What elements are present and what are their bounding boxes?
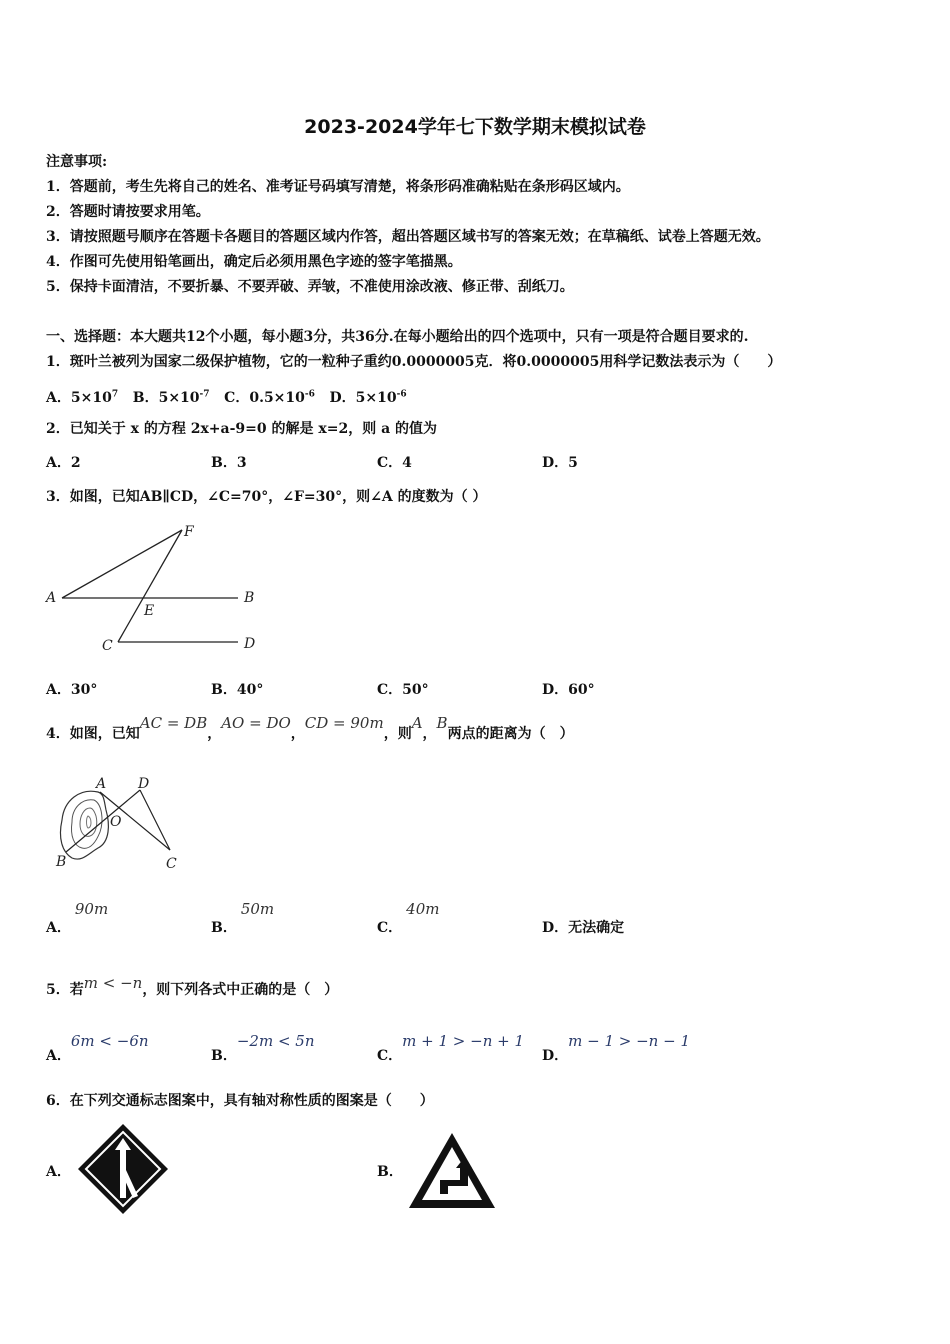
q3-option-a: A．30°	[46, 682, 98, 698]
q4-option-a: A．90m	[46, 900, 109, 936]
q5-option-d: D．m − 1 > −n − 1	[542, 1032, 690, 1064]
q4-comma-1: ，	[207, 726, 222, 742]
label-b: B	[244, 590, 255, 606]
q4-point-a: A	[411, 714, 423, 732]
q1-option-c: C．$0.5\times 10^{-6}$	[224, 389, 315, 406]
q6-sign-a-merge-icon	[76, 1122, 170, 1216]
q5-option-b: B．−2m < 5n	[211, 1032, 315, 1064]
q4-option-c: C．40m	[377, 900, 440, 936]
q1-options	[46, 384, 407, 408]
label-f: F	[184, 524, 194, 540]
q4-mid: ，则	[383, 726, 412, 742]
q3-figure	[40, 518, 270, 658]
q2-option-a: A．2	[46, 455, 81, 471]
q4-prefix: 4．如图，已知	[46, 726, 140, 742]
q4-figure	[44, 772, 194, 877]
pond-contour-2	[80, 808, 97, 836]
q4-option-d: D．无法确定	[542, 920, 625, 936]
label-d: D	[138, 776, 150, 792]
q2-option-c: C．4	[377, 455, 412, 471]
q2-option-d: D．5	[542, 455, 578, 471]
pond-contour-3	[87, 816, 92, 828]
notice-item-1: 1．答题前，考生先将自己的姓名、准考证号码填写清楚，将条形码准确粘贴在条形码区域内。	[46, 179, 630, 195]
line-af	[62, 530, 182, 598]
label-d: D	[244, 636, 256, 652]
q6-stem: 6．在下列交通标志图案中，具有轴对称性质的图案是（ ）	[46, 1093, 434, 1109]
page-title: 2023-2024学年七下数学期末模拟试卷	[304, 116, 646, 138]
notice-item-5: 5．保持卡面清洁，不要折暴、不要弄破、弄皱，不准使用涂改液、修正带、刮纸刀。	[46, 279, 574, 295]
q4-point-b: B	[436, 714, 448, 732]
q4-cond-1: AC = DB	[139, 714, 208, 732]
q6-option-b-label: B．	[377, 1164, 403, 1180]
q4-comma-3: ，	[422, 726, 437, 742]
q4-cond-2: AO = DO	[221, 714, 291, 732]
label-e: E	[144, 603, 155, 619]
label-c: C	[166, 856, 177, 872]
q6-sign-b-reverse-curve-icon	[406, 1130, 498, 1212]
q1-option-a: A．$5\times 10^7$	[46, 389, 119, 406]
q1-option-d: D．$5\times 10^{-6}$	[329, 389, 407, 406]
segment-db	[66, 790, 140, 852]
q4-suffix: 两点的距离为（ ）	[447, 726, 574, 742]
line-fc	[118, 530, 182, 642]
label-a: A	[46, 590, 57, 606]
q2-stem: 2．已知关于 x 的方程 2x+a-9=0 的解是 x=2，则 a 的值为	[46, 421, 438, 437]
q3-option-b: B．40°	[211, 682, 264, 698]
q3-stem: 3．如图，已知AB∥CD，∠C=70°，∠F=30°，则∠A 的度数为（ ）	[46, 489, 487, 505]
label-b: B	[56, 854, 67, 870]
section-heading: 一、选择题：本大题共12个小题，每小题3分，共36分.在每小题给出的四个选项中，只有一项是符合题目要求的.	[46, 329, 749, 345]
q4-option-b: B．50m	[211, 900, 275, 936]
notice-item-3: 3．请按照题号顺序在答题卡各题目的答题区域内作答，超出答题区域书写的答案无效；在草稿纸、试卷上答题无效。	[46, 229, 770, 245]
segment-dc	[140, 790, 170, 850]
notice-item-4: 4．作图可先使用铅笔画出，确定后必须用黑色字迹的签字笔描黑。	[46, 254, 462, 270]
q4-cond-3: CD = 90m	[304, 714, 384, 732]
q4-stem	[46, 714, 574, 749]
notice-item-2: 2．答题时请按要求用笔。	[46, 204, 210, 220]
q6-option-a-label: A．	[46, 1164, 71, 1180]
q5-condition: m < −n	[83, 974, 143, 992]
label-c: C	[102, 638, 113, 654]
q4-comma-2: ，	[290, 726, 305, 742]
q5-suffix: ，则下列各式中正确的是（ ）	[142, 982, 339, 998]
q1-option-b: B．$5\times 10^{-7}$	[132, 389, 210, 406]
label-a: A	[96, 776, 107, 792]
q2-option-b: B．3	[211, 455, 247, 471]
q3-option-d: D．60°	[542, 682, 595, 698]
q3-option-c: C．50°	[377, 682, 429, 698]
q5-stem	[46, 974, 338, 1005]
notice-heading: 注意事项:	[46, 154, 108, 170]
q5-option-a: A．6m < −6n	[46, 1032, 149, 1064]
q5-prefix: 5．若	[46, 982, 84, 998]
q5-option-c: C．m + 1 > −n + 1	[377, 1032, 525, 1064]
q1-stem: 1．斑叶兰被列为国家二级保护植物，它的一粒种子重约0.0000005克．将0.0000005用科学记数法表示为（ ）	[46, 354, 782, 370]
label-o: O	[110, 814, 122, 830]
